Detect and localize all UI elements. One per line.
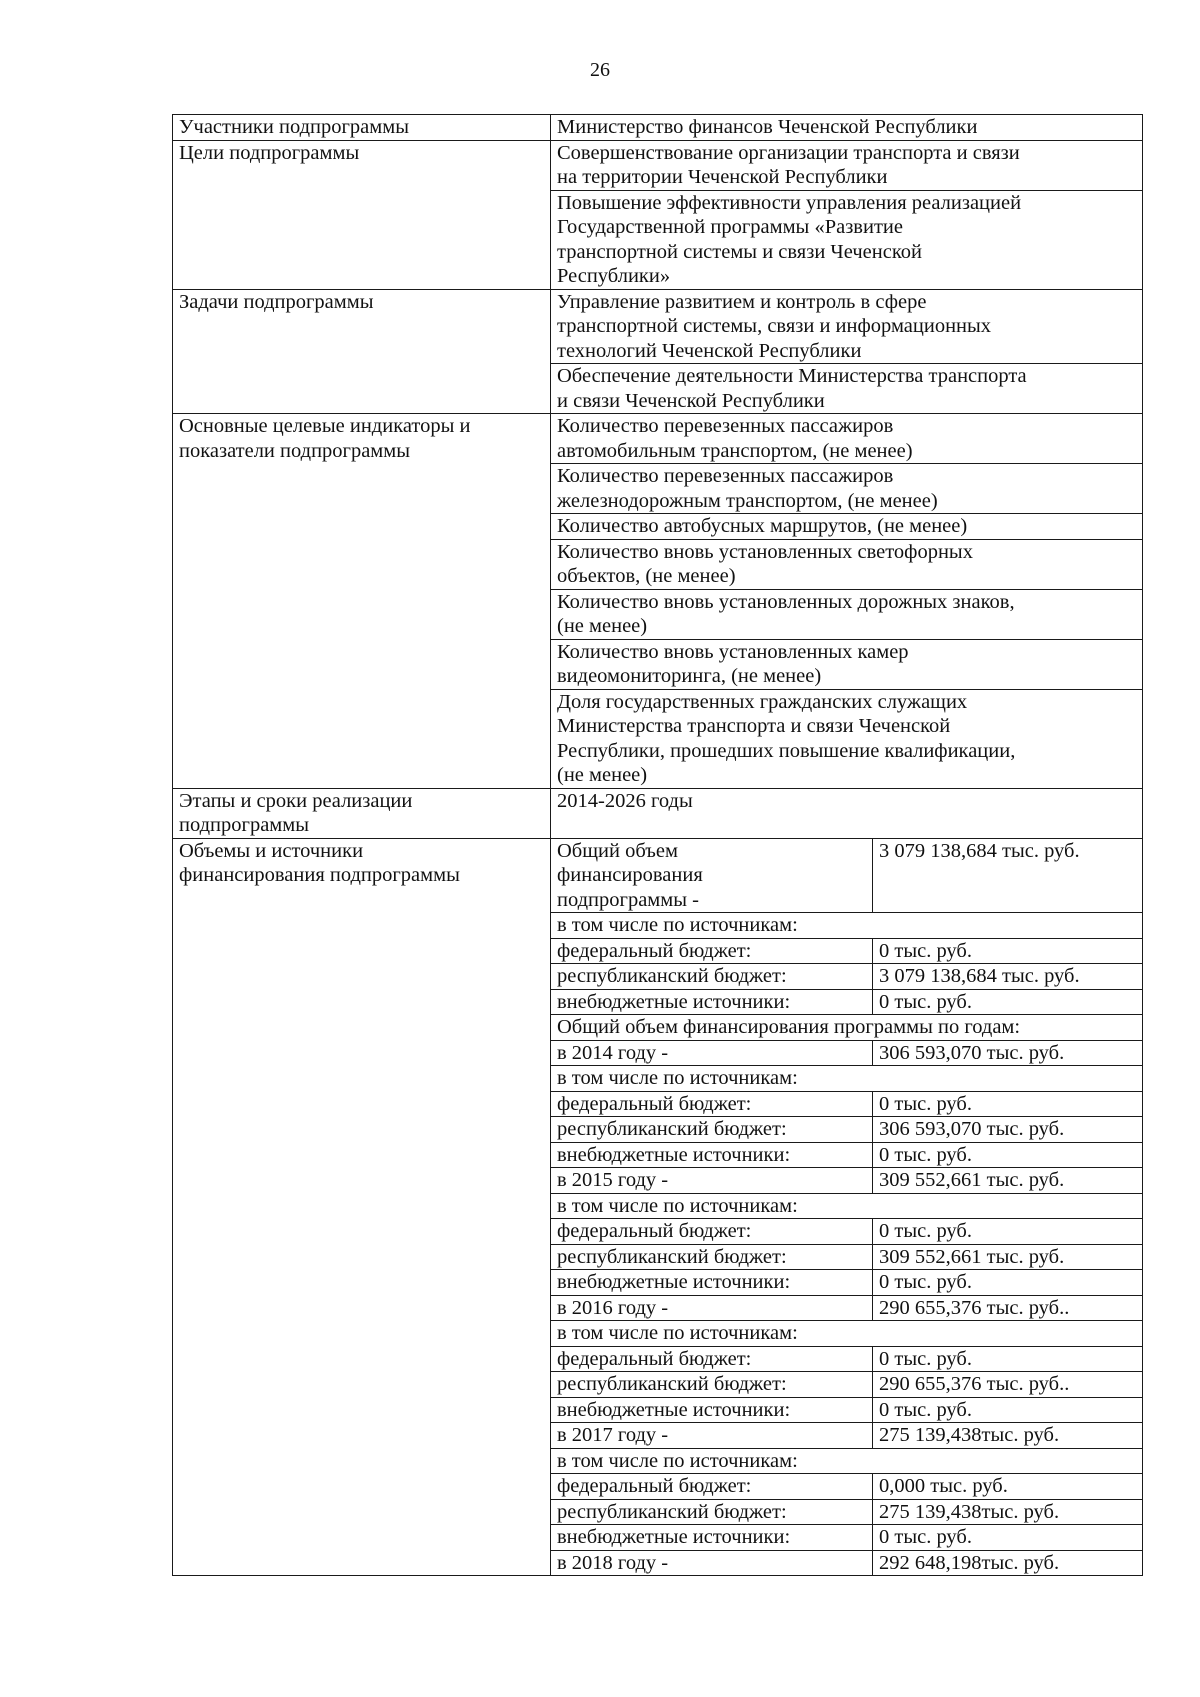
financing-item-label: республиканский бюджет: — [551, 1372, 873, 1398]
financing-item-label: Общий объем финансирования подпрограммы - — [551, 838, 873, 913]
financing-item-amount: 306 593,070 тыс. руб. — [873, 1117, 1143, 1143]
financing-item-amount: 3 079 138,684 тыс. руб. — [873, 964, 1143, 990]
section-item: Количество вновь установленных светофорных объектов, (не менее) — [551, 539, 1143, 589]
section-item: Министерство финансов Чеченской Республики — [551, 115, 1143, 141]
financing-subheading: в том числе по источникам: — [551, 1066, 1143, 1092]
financing-subheading: в том числе по источникам: — [551, 1448, 1143, 1474]
financing-item-amount: 0 тыс. руб. — [873, 989, 1143, 1015]
section-item: Доля государственных гражданских служащих Министерства транспорта и связи Чеченской Республики, прошедших повышение квалификации, (не менее) — [551, 689, 1143, 788]
financing-subheading: в том числе по источникам: — [551, 1193, 1143, 1219]
financing-item-amount: 306 593,070 тыс. руб. — [873, 1040, 1143, 1066]
section-label: Основные целевые индикаторы и показатели подпрограммы — [173, 414, 551, 789]
financing-item-label: внебюджетные источники: — [551, 1525, 873, 1551]
passport-row — [173, 115, 1143, 141]
financing-subheading: в том числе по источникам: — [551, 913, 1143, 939]
section-item: Совершенствование организации транспорта и связи на территории Чеченской Республики — [551, 140, 1143, 190]
financing-item-amount: 290 655,376 тыс. руб.. — [873, 1372, 1143, 1398]
financing-item-label: федеральный бюджет: — [551, 1219, 873, 1245]
section-item: Управление развитием и контроль в сфере транспортной системы, связи и информационных технологий Чеченской Республики — [551, 289, 1143, 364]
financing-item-label: республиканский бюджет: — [551, 1117, 873, 1143]
financing-item-amount: 0 тыс. руб. — [873, 1270, 1143, 1296]
financing-item-label: внебюджетные источники: — [551, 1142, 873, 1168]
financing-item-amount: 0 тыс. руб. — [873, 1397, 1143, 1423]
financing-label: Объемы и источники финансирования подпрограммы — [173, 838, 551, 1576]
financing-item-label: в 2015 году - — [551, 1168, 873, 1194]
financing-item-label: республиканский бюджет: — [551, 964, 873, 990]
section-item: Количество вновь установленных дорожных знаков, (не менее) — [551, 589, 1143, 639]
financing-item-label: республиканский бюджет: — [551, 1499, 873, 1525]
financing-item-amount: 309 552,661 тыс. руб. — [873, 1244, 1143, 1270]
section-label: Участники подпрограммы — [173, 115, 551, 141]
financing-item-amount: 290 655,376 тыс. руб.. — [873, 1295, 1143, 1321]
financing-item-label: федеральный бюджет: — [551, 1346, 873, 1372]
financing-item-amount: 0 тыс. руб. — [873, 1142, 1143, 1168]
financing-item-label: внебюджетные источники: — [551, 1270, 873, 1296]
financing-item-amount: 292 648,198тыс. руб. — [873, 1550, 1143, 1576]
section-label: Цели подпрограммы — [173, 140, 551, 289]
financing-item-label: федеральный бюджет: — [551, 1474, 873, 1500]
section-item: Количество перевезенных пассажиров железнодорожным транспортом, (не менее) — [551, 464, 1143, 514]
financing-item-label: в 2016 году - — [551, 1295, 873, 1321]
financing-item-amount: 275 139,438тыс. руб. — [873, 1423, 1143, 1449]
passport-row — [173, 289, 1143, 364]
financing-item-amount: 0 тыс. руб. — [873, 1525, 1143, 1551]
passport-body — [173, 115, 1143, 1576]
financing-item-amount: 0 тыс. руб. — [873, 938, 1143, 964]
section-label: Этапы и сроки реализации подпрограммы — [173, 788, 551, 838]
financing-item-label: республиканский бюджет: — [551, 1244, 873, 1270]
passport-row — [173, 414, 1143, 464]
financing-item-label: федеральный бюджет: — [551, 938, 873, 964]
section-item: Количество вновь установленных камер видеомониторинга, (не менее) — [551, 639, 1143, 689]
section-item: Количество перевезенных пассажиров автомобильным транспортом, (не менее) — [551, 414, 1143, 464]
financing-item-amount: 0 тыс. руб. — [873, 1219, 1143, 1245]
financing-subheading: Общий объем финансирования программы по годам: — [551, 1015, 1143, 1041]
financing-item-label: внебюджетные источники: — [551, 1397, 873, 1423]
section-item: Количество автобусных маршрутов, (не менее) — [551, 514, 1143, 540]
financing-item-amount: 309 552,661 тыс. руб. — [873, 1168, 1143, 1194]
section-item: Повышение эффективности управления реализацией Государственной программы «Развитие транспортной системы и связи Чеченской Республики» — [551, 190, 1143, 289]
financing-item-label: в 2017 году - — [551, 1423, 873, 1449]
financing-item-label: в 2018 году - — [551, 1550, 873, 1576]
financing-item-amount: 0,000 тыс. руб. — [873, 1474, 1143, 1500]
section-item: 2014-2026 годы — [551, 788, 1143, 838]
page-number: 26 — [590, 59, 610, 81]
financing-item-label: федеральный бюджет: — [551, 1091, 873, 1117]
subprogram-passport-table — [172, 114, 1143, 1576]
financing-row — [173, 838, 1143, 913]
financing-item-label: внебюджетные источники: — [551, 989, 873, 1015]
financing-item-amount: 0 тыс. руб. — [873, 1091, 1143, 1117]
financing-item-amount: 3 079 138,684 тыс. руб. — [873, 838, 1143, 913]
financing-item-label: в 2014 году - — [551, 1040, 873, 1066]
passport-row — [173, 140, 1143, 190]
passport-row — [173, 788, 1143, 838]
section-item: Обеспечение деятельности Министерства транспорта и связи Чеченской Республики — [551, 364, 1143, 414]
section-label: Задачи подпрограммы — [173, 289, 551, 414]
financing-item-amount: 0 тыс. руб. — [873, 1346, 1143, 1372]
financing-item-amount: 275 139,438тыс. руб. — [873, 1499, 1143, 1525]
financing-subheading: в том числе по источникам: — [551, 1321, 1143, 1347]
